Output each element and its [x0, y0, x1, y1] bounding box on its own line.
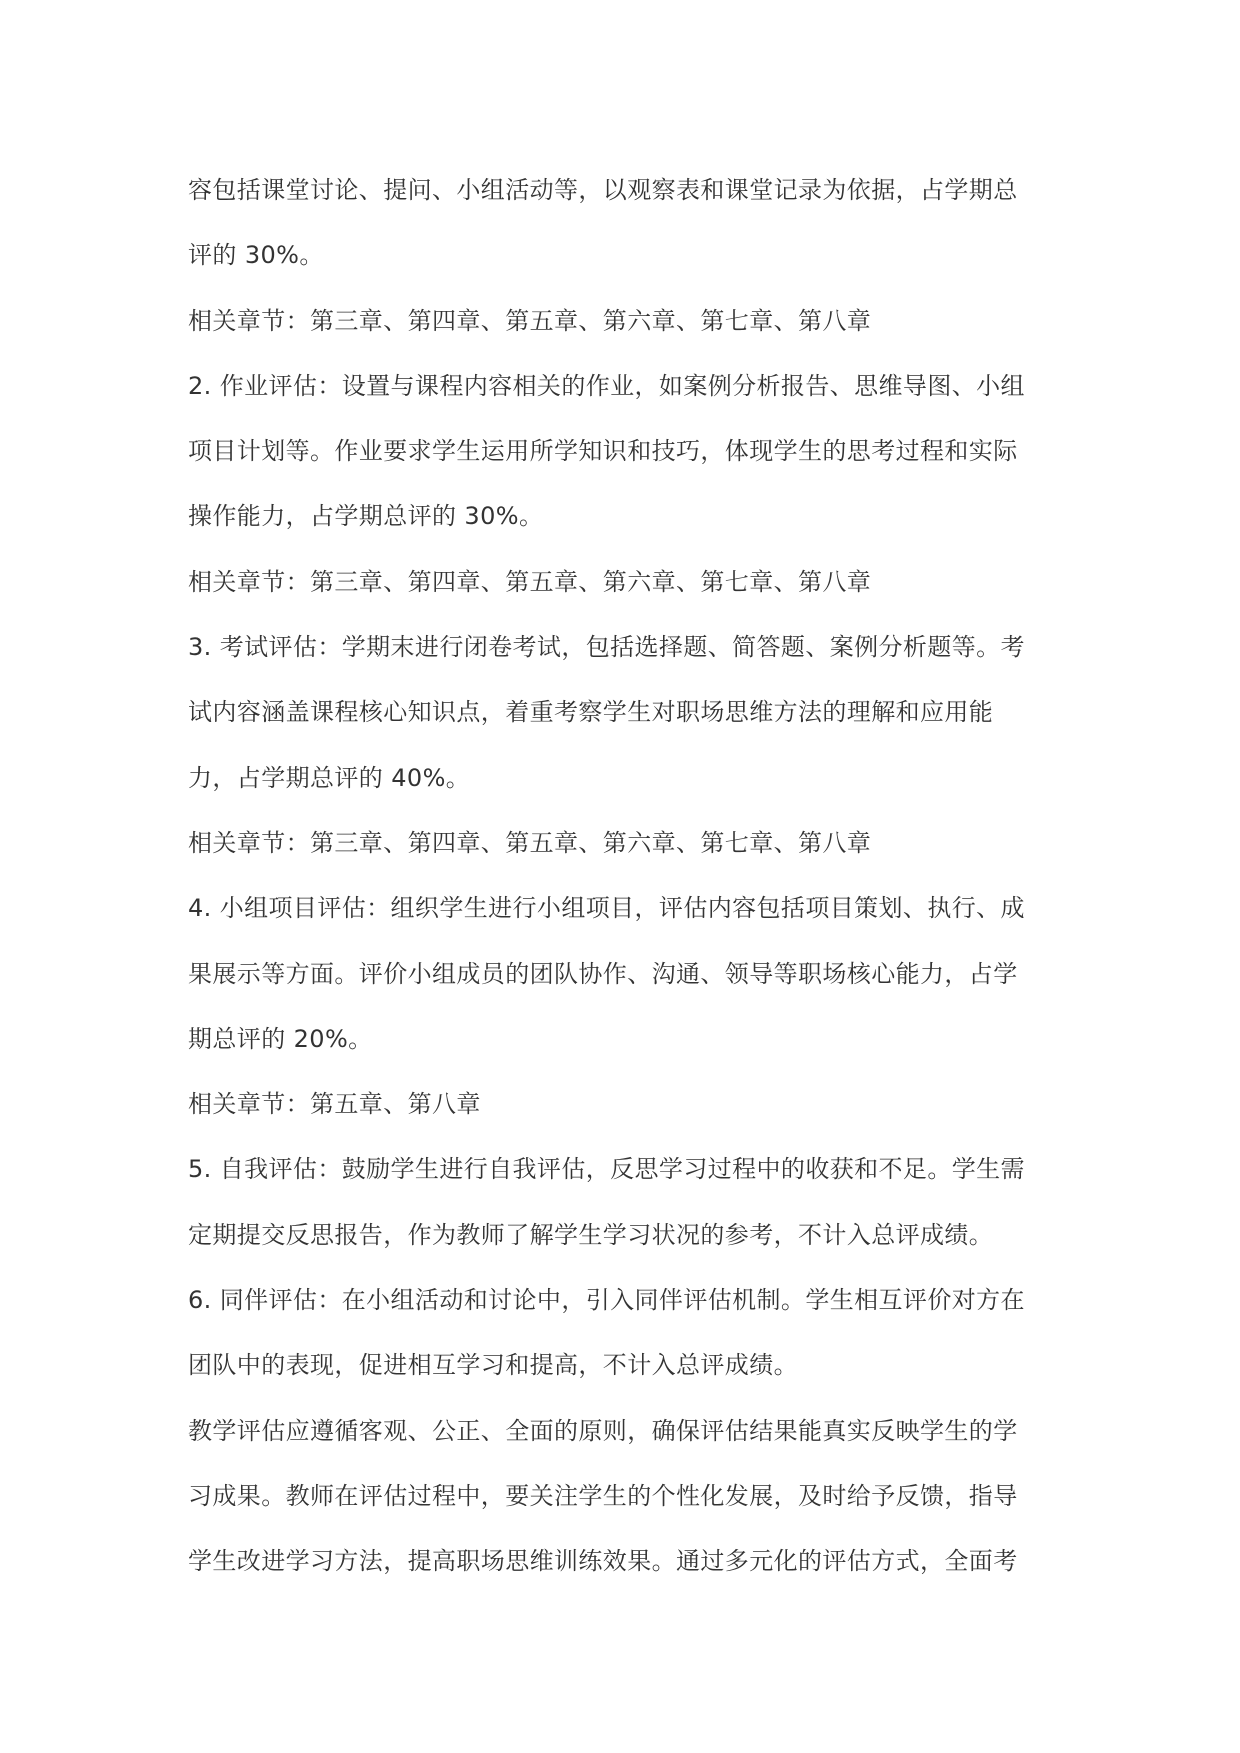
- text-line: 操作能力，占学期总评的 30%。: [188, 502, 544, 531]
- text-line: 相关章节：第三章、第四章、第五章、第六章、第七章、第八章: [188, 306, 872, 335]
- text-line: 相关章节：第三章、第四章、第五章、第六章、第七章、第八章: [188, 567, 872, 596]
- text-line: 定期提交反思报告，作为教师了解学生学习状况的参考，不计入总评成绩。: [188, 1220, 994, 1249]
- text-line: 团队中的表现，促进相互学习和提高，不计入总评成绩。: [188, 1351, 798, 1380]
- text-line: 容包括课堂讨论、提问、小组活动等，以观察表和课堂记录为依据，占学期总: [188, 176, 1018, 204]
- text-line: 教学评估应遵循客观、公正、全面的原则，确保评估结果能真实反映学生的学: [188, 1416, 1018, 1445]
- text-line: 试内容涵盖课程核心知识点，着重考察学生对职场思维方法的理解和应用能: [188, 698, 994, 727]
- text-line: 相关章节：第五章、第八章: [188, 1090, 481, 1119]
- body-text: [188, 158, 1058, 1595]
- text-line: 4. 小组项目评估：组织学生进行小组项目，评估内容包括项目策划、执行、成: [188, 894, 1025, 923]
- text-line: 习成果。教师在评估过程中，要关注学生的个性化发展，及时给予反馈，指导: [188, 1481, 1018, 1510]
- text-line: 力，占学期总评的 40%。: [188, 763, 471, 792]
- text-line: 6. 同伴评估：在小组活动和讨论中，引入同伴评估机制。学生相互评价对方在: [188, 1286, 1025, 1315]
- text-line: 期总评的 20%。: [188, 1024, 373, 1053]
- text-line: 5. 自我评估：鼓励学生进行自我评估，反思学习过程中的收获和不足。学生需: [188, 1155, 1025, 1184]
- text-line: 2. 作业评估：设置与课程内容相关的作业，如案例分析报告、思维导图、小组: [188, 371, 1025, 400]
- text-line: 3. 考试评估：学期末进行闭卷考试，包括选择题、简答题、案例分析题等。考: [188, 633, 1025, 662]
- text-line: 项目计划等。作业要求学生运用所学知识和技巧，体现学生的思考过程和实际: [188, 437, 1018, 466]
- text-line: 学生改进学习方法，提高职场思维训练效果。通过多元化的评估方式，全面考: [188, 1547, 1018, 1576]
- text-line: 果展示等方面。评价小组成员的团队协作、沟通、领导等职场核心能力，占学: [188, 959, 1018, 988]
- text-line: 相关章节：第三章、第四章、第五章、第六章、第七章、第八章: [188, 828, 872, 857]
- text-line: 评的 30%。: [188, 241, 324, 270]
